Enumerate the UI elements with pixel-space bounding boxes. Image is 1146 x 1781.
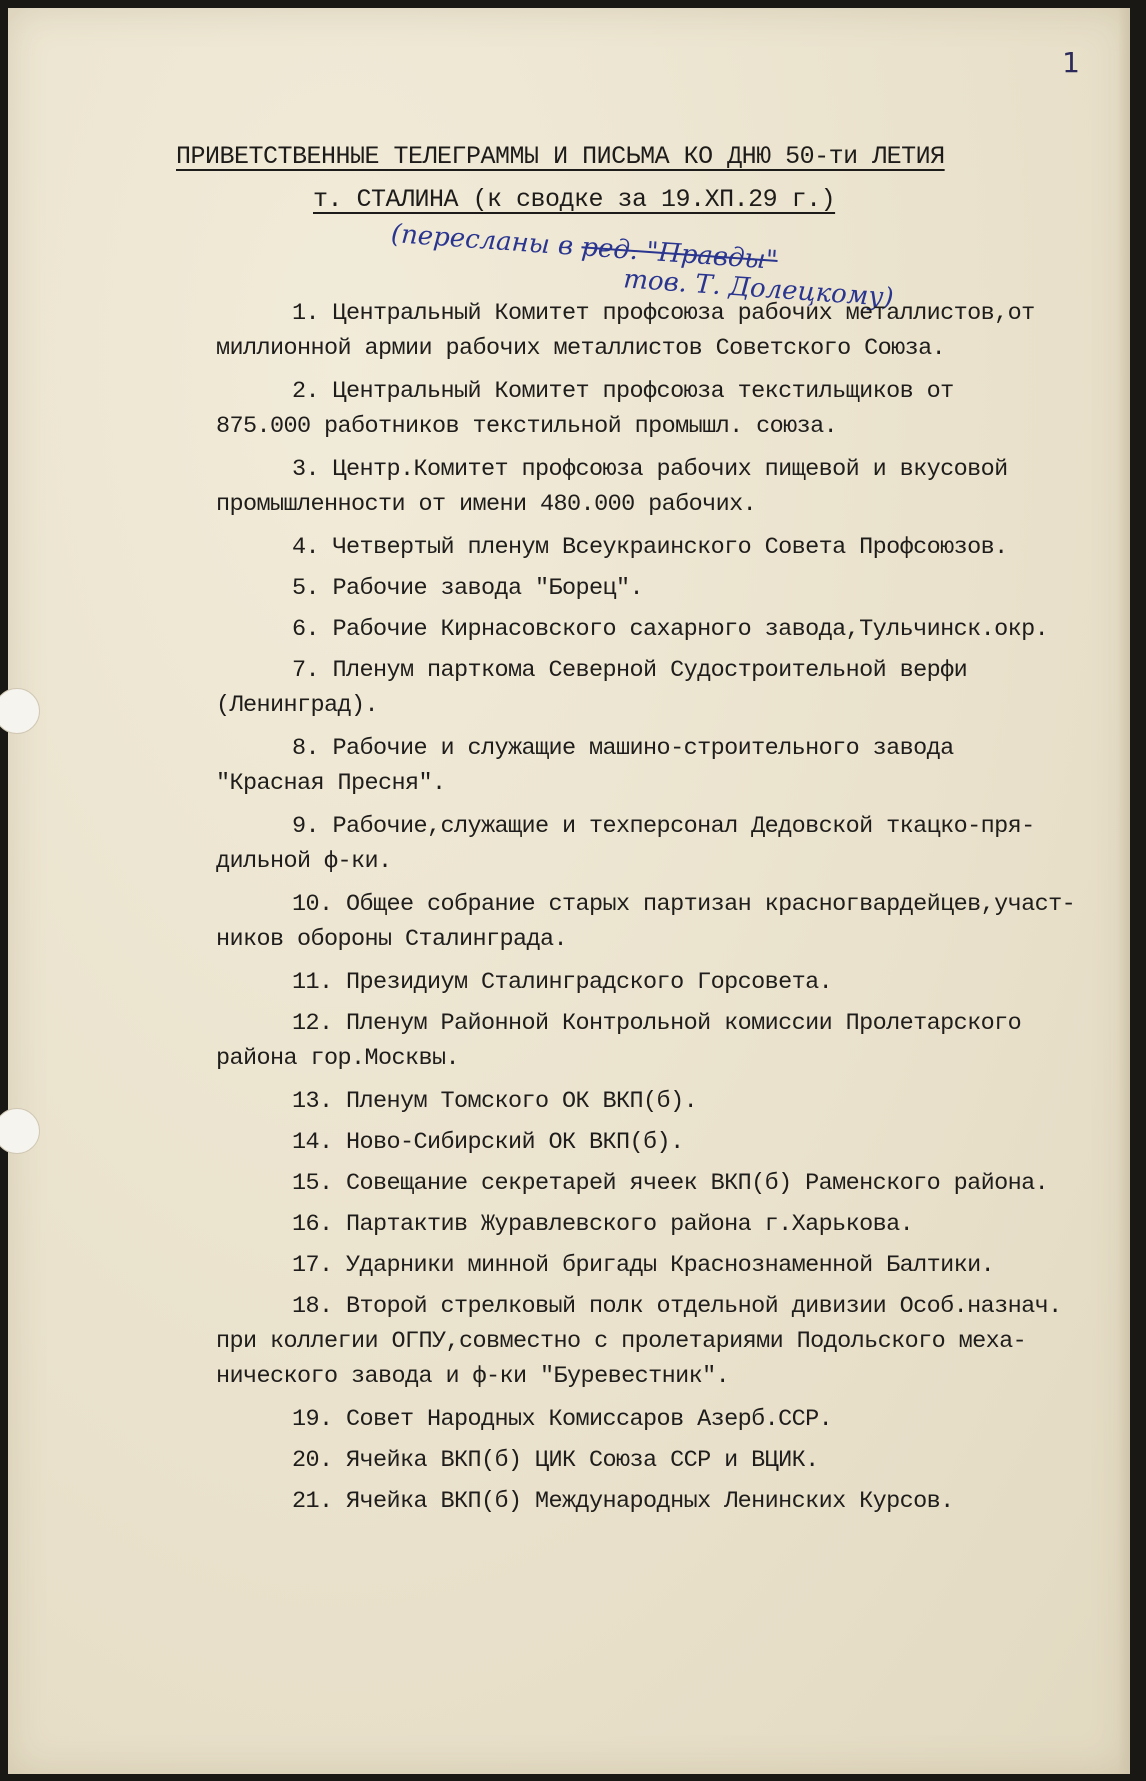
- list-item: [216, 965, 1096, 1000]
- list-item-continuation: (Ленинград).: [216, 692, 379, 719]
- list-item: [216, 1484, 1096, 1519]
- list-item-line: 9. Рабочие,служащие и техперсонал Дедовской ткацко-пря-: [292, 813, 1035, 840]
- handwritten-note-struck-text: ред. "Правды": [580, 232, 779, 276]
- document-title: [176, 142, 945, 214]
- title-line-2: т. СТАЛИНА (к сводке за 19.ХП.29 г.): [313, 185, 836, 214]
- list-item-continuation: ников обороны Сталинграда.: [216, 926, 568, 953]
- list-item: [216, 731, 1096, 801]
- list-item: [216, 296, 1096, 366]
- list-item-line: 7. Пленум парткома Северной Судостроительной верфи: [292, 657, 968, 684]
- list-item-line: 20. Ячейка ВКП(б) ЦИК Союза ССР и ВЦИК.: [292, 1447, 819, 1474]
- greetings-list: [216, 296, 1096, 1525]
- page-number: 1: [1062, 46, 1080, 79]
- list-item: [216, 1125, 1096, 1160]
- list-item-continuation: 875.000 работников текстильной промышл. союза.: [216, 413, 838, 440]
- list-item: [216, 1402, 1096, 1437]
- list-item-line: 17. Ударники минной бригады Краснознаменной Балтики.: [292, 1252, 995, 1279]
- list-item-line: 14. Ново-Сибирский ОК ВКП(б).: [292, 1129, 684, 1156]
- list-item-line: 18. Второй стрелковый полк отдельной дивизии Особ.назнач.: [292, 1293, 1062, 1320]
- punch-hole: [0, 1108, 40, 1154]
- list-item-continuation: промышленности от имени 480.000 рабочих.: [216, 491, 757, 518]
- list-item-line: 5. Рабочие завода "Борец".: [292, 575, 644, 602]
- list-item-line: 4. Четвертый пленум Всеукраинского Совета Профсоюзов.: [292, 534, 1008, 561]
- list-item-continuation: "Красная Пресня".: [216, 770, 446, 797]
- list-item: [216, 1207, 1096, 1242]
- document-page: [8, 8, 1130, 1774]
- punch-hole: [0, 688, 40, 734]
- list-item: [216, 374, 1096, 444]
- list-item-line: 15. Совещание секретарей ячеек ВКП(б) Раменского района.: [292, 1170, 1049, 1197]
- list-item: [216, 1166, 1096, 1201]
- list-item-line: 2. Центральный Комитет профсоюза текстильщиков от: [292, 378, 954, 405]
- list-item: [216, 612, 1096, 647]
- handwritten-note-part-1: (пересланы в: [389, 219, 575, 262]
- list-item-line: 6. Рабочие Кирнасовского сахарного завода,Тульчинск.окр.: [292, 616, 1049, 643]
- list-item: [216, 887, 1096, 957]
- list-item-line: 13. Пленум Томского ОК ВКП(б).: [292, 1088, 698, 1115]
- list-item-continuation: нического завода и ф-ки "Буревестник".: [216, 1363, 730, 1390]
- list-item: [216, 1006, 1096, 1076]
- list-item: [216, 1289, 1096, 1394]
- list-item: [216, 1084, 1096, 1119]
- page-edge-shadow: [1118, 8, 1130, 1774]
- list-item-line: 1. Центральный Комитет профсоюза рабочих металлистов,от: [292, 300, 1035, 327]
- list-item: [216, 571, 1096, 606]
- list-item-continuation: дильной ф-ки.: [216, 848, 392, 875]
- list-item: [216, 530, 1096, 565]
- list-item: [216, 1443, 1096, 1478]
- list-item-line: 10. Общее собрание старых партизан красногвардейцев,участ-: [292, 891, 1076, 918]
- title-line-1: ПРИВЕТСТВЕННЫЕ ТЕЛЕГРАММЫ И ПИСЬМА КО ДНЮ 50-ти ЛЕТИЯ: [176, 142, 945, 171]
- list-item: [216, 809, 1096, 879]
- list-item-line: 21. Ячейка ВКП(б) Международных Ленинских Курсов.: [292, 1488, 954, 1515]
- list-item-continuation: при коллегии ОГПУ,совместно с пролетариями Подольского меха-: [216, 1328, 1027, 1355]
- list-item-continuation: миллионной армии рабочих металлистов Советского Союза.: [216, 335, 946, 362]
- list-item: [216, 452, 1096, 522]
- list-item-line: 3. Центр.Комитет профсоюза рабочих пищевой и вкусовой: [292, 456, 1008, 483]
- list-item-continuation: района гор.Москвы.: [216, 1045, 460, 1072]
- list-item-line: 19. Совет Народных Комиссаров Азерб.ССР.: [292, 1406, 833, 1433]
- list-item-line: 8. Рабочие и служащие машино-строительного завода: [292, 735, 954, 762]
- list-item-line: 16. Партактив Журавлевского района г.Харькова.: [292, 1211, 914, 1238]
- list-item-line: 12. Пленум Районной Контрольной комиссии Пролетарского: [292, 1010, 1022, 1037]
- handwritten-note-part-2: тов. Т. Долецкому): [622, 263, 895, 313]
- list-item-line: 11. Президиум Сталинградского Горсовета.: [292, 969, 833, 996]
- list-item: [216, 653, 1096, 723]
- list-item: [216, 1248, 1096, 1283]
